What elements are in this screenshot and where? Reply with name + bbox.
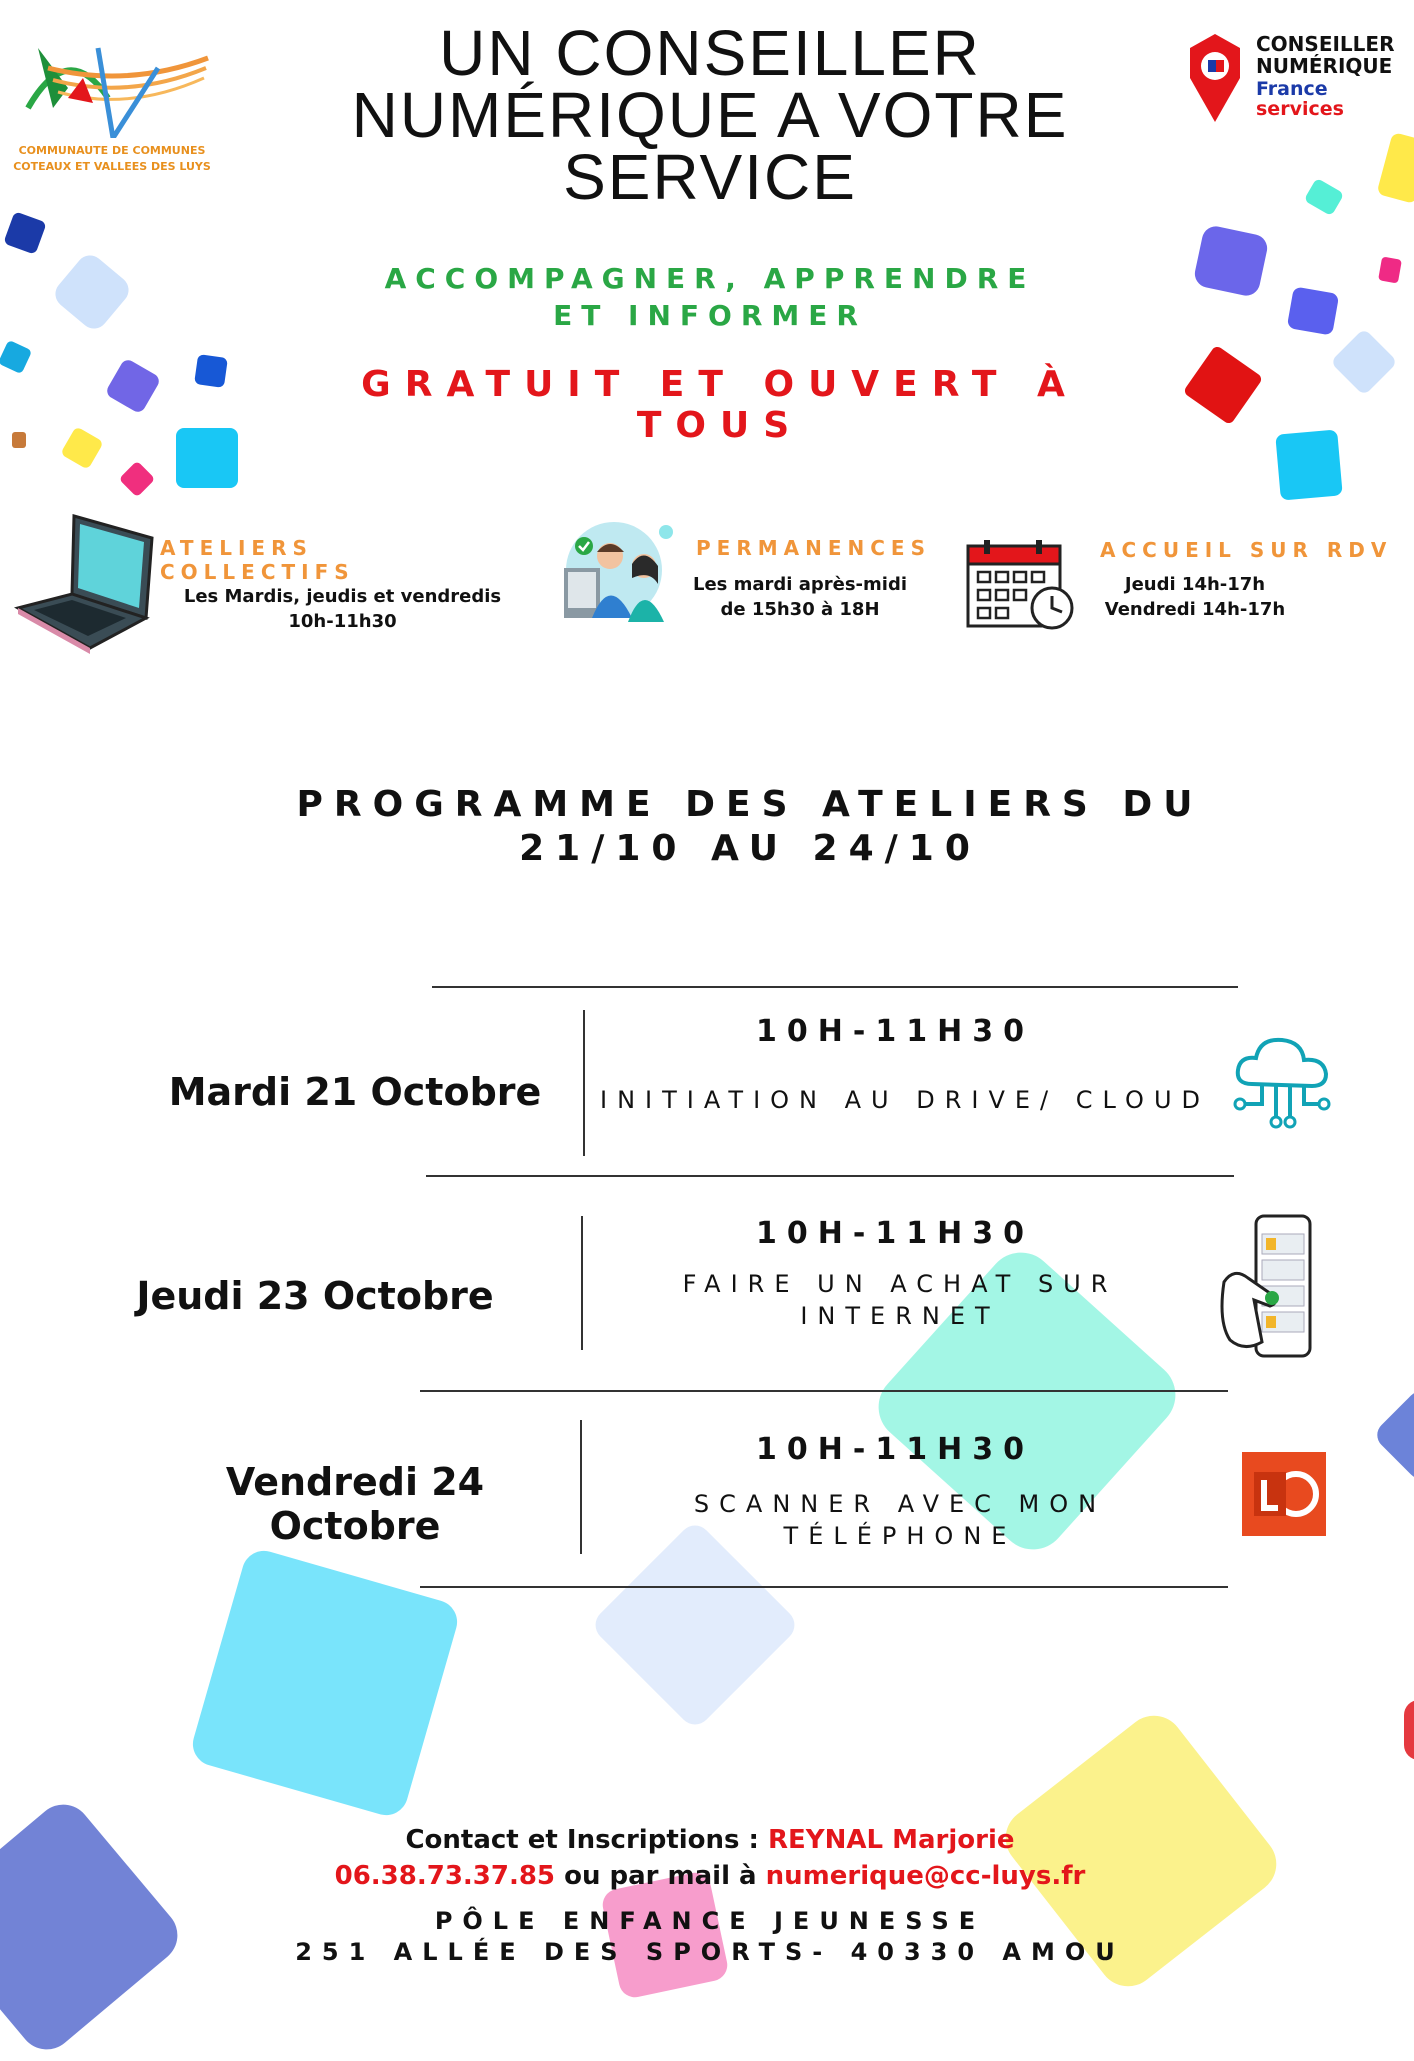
workshop-time: 10H-11H30 <box>756 1014 1034 1049</box>
logo-left-line2: COTEAUX ET VALLEES DES LUYS <box>13 160 211 173</box>
workshop-day: Mardi 21 Octobre <box>168 1070 542 1114</box>
service-permanences-line1: Les mardi après-midi <box>692 574 908 595</box>
contact-name: REYNAL Marjorie <box>768 1825 1015 1855</box>
logo-left-line1: COMMUNAUTE DE COMMUNES <box>18 144 206 157</box>
map-pin-logo-icon <box>1186 32 1244 124</box>
workshop-topic: SCANNER AVEC MON <box>693 1490 1107 1518</box>
workshop-day: Jeudi 23 Octobre <box>136 1274 494 1318</box>
logo-right <box>1182 30 1412 130</box>
service-rdv-heading: ACCUEIL SUR RDV <box>1100 538 1393 562</box>
logo-right-line4: services <box>1256 98 1344 120</box>
service-rdv-line1: Jeudi 14h-17h <box>1124 574 1266 595</box>
row3-separator <box>580 1420 582 1554</box>
service-ateliers-line2: 10h-11h30 <box>288 611 397 632</box>
service-ateliers-heading: ATELIERS COLLECTIFS <box>160 536 355 584</box>
logo-left <box>8 28 218 178</box>
contact-label: Contact et Inscriptions : <box>405 1825 769 1855</box>
workshop-day: Vendredi 24 Octobre <box>225 1460 485 1548</box>
contact-email[interactable]: numerique@cc-luys.fr <box>765 1861 1086 1891</box>
contact-line2 <box>200 1858 1220 1894</box>
tagline-line2: ET INFORMER <box>553 299 867 332</box>
workshop-time: 10H-11H30 <box>756 1216 1034 1251</box>
workshop-time: 10H-11H30 <box>756 1432 1034 1467</box>
divider-top <box>432 986 1238 988</box>
divider-1 <box>426 1175 1234 1177</box>
service-ateliers <box>0 508 520 658</box>
laptop-icon <box>14 508 164 658</box>
workshop-topic: INITIATION AU DRIVE/ CLOUD <box>600 1086 1210 1114</box>
community-logo-icon <box>8 28 218 138</box>
tagline-line1: ACCOMPAGNER, APPRENDRE <box>384 262 1036 295</box>
row1-separator <box>583 1010 585 1156</box>
contact-phone[interactable]: 06.38.73.37.85 <box>334 1861 556 1891</box>
address-line2: 251 ALLÉE DES SPORTS- 40330 AMOU <box>295 1938 1125 1966</box>
service-permanences-line2: de 15h30 à 18H <box>720 599 880 620</box>
phone-shopping-icon <box>1214 1212 1314 1362</box>
office-lens-icon <box>1240 1450 1328 1538</box>
service-permanences-heading: PERMANENCES <box>696 536 931 560</box>
calendar-icon <box>964 538 1080 634</box>
program-title-line1: PROGRAMME DES ATELIERS DU <box>296 784 1204 825</box>
divider-bottom <box>420 1586 1228 1588</box>
service-rdv-line2: Vendredi 14h-17h <box>1104 599 1286 620</box>
contact-line1 <box>200 1822 1220 1858</box>
row2-separator <box>581 1216 583 1350</box>
logo-right-line2: NUMÉRIQUE <box>1256 54 1393 78</box>
address-line1: PÔLE ENFANCE JEUNESSE <box>434 1907 986 1935</box>
service-permanences <box>550 508 950 658</box>
divider-2 <box>420 1390 1228 1392</box>
cloud-icon <box>1232 1034 1332 1130</box>
logo-right-line3: France <box>1256 78 1328 100</box>
service-rdv <box>960 508 1414 658</box>
program-title-line2: 21/10 AU 24/10 <box>519 828 981 869</box>
workshop-topic: INTERNET <box>800 1302 1000 1330</box>
service-ateliers-line1: Les Mardis, jeudis et vendredis <box>183 586 502 607</box>
free-open-banner: GRATUIT ET OUVERT À TOUS <box>361 364 1079 446</box>
workshop-topic: FAIRE UN ACHAT SUR <box>682 1270 1118 1298</box>
advisor-icon <box>554 518 684 638</box>
logo-right-line1: CONSEILLER <box>1256 32 1395 56</box>
contact-middle: ou par mail à <box>555 1861 766 1891</box>
workshop-topic: TÉLÉPHONE <box>783 1522 1017 1550</box>
page-title: UN CONSEILLER NUMÉRIQUE A VOTRE SERVICE <box>351 17 1069 213</box>
